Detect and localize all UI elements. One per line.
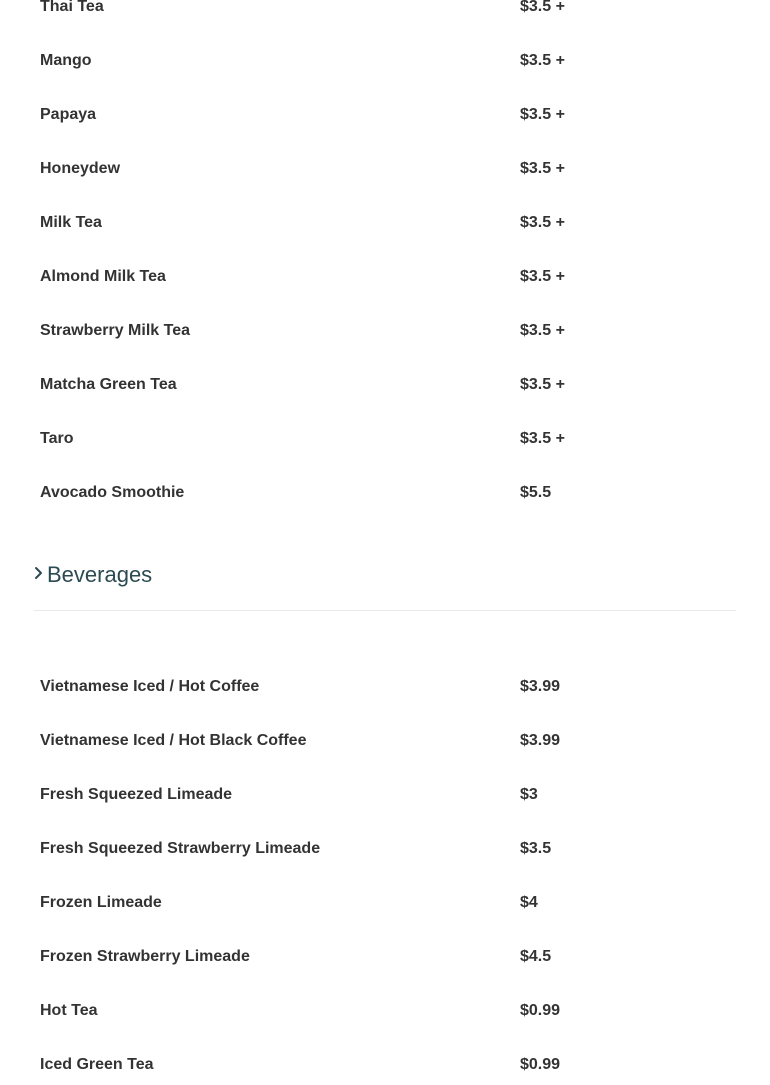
menu-item[interactable] xyxy=(40,1056,740,1085)
menu-item[interactable] xyxy=(40,376,740,430)
item-price: $3.5 + xyxy=(520,322,565,339)
item-name: Hot Tea xyxy=(40,1002,98,1019)
menu-item[interactable] xyxy=(40,948,740,1002)
menu-item[interactable] xyxy=(40,484,740,538)
beverages-section-header[interactable] xyxy=(34,556,736,611)
menu-item[interactable] xyxy=(40,430,740,484)
menu-item[interactable] xyxy=(40,786,740,840)
menu-item[interactable] xyxy=(40,268,740,322)
item-price: $3.99 xyxy=(520,678,561,695)
item-price: $5.5 xyxy=(520,484,552,501)
item-price: $3.5 + xyxy=(520,268,565,285)
item-name: Vietnamese Iced / Hot Black Coffee xyxy=(40,732,307,749)
menu-item[interactable] xyxy=(40,52,740,106)
item-price: $3.5 + xyxy=(520,52,565,69)
menu-item[interactable] xyxy=(40,894,740,948)
item-price: $3.5 + xyxy=(520,106,565,123)
item-name: Strawberry Milk Tea xyxy=(40,322,190,339)
menu-item[interactable] xyxy=(40,678,740,732)
item-name: Fresh Squeezed Strawberry Limeade xyxy=(40,840,321,857)
item-price: $3.5 + xyxy=(520,430,565,447)
item-name: Thai Tea xyxy=(40,0,104,15)
item-name: Iced Green Tea xyxy=(40,1056,154,1073)
item-price: $4.5 xyxy=(520,948,552,965)
menu-item[interactable] xyxy=(40,732,740,786)
item-price: $0.99 xyxy=(520,1056,561,1073)
smoothie-tea-list xyxy=(40,0,740,538)
menu-item[interactable] xyxy=(40,322,740,376)
section-title: Beverages xyxy=(47,562,153,587)
item-price: $3.5 + xyxy=(520,160,565,177)
item-price: $4 xyxy=(520,894,538,911)
item-name: Frozen Strawberry Limeade xyxy=(40,948,250,965)
item-name: Fresh Squeezed Limeade xyxy=(40,786,233,803)
menu-item[interactable] xyxy=(40,106,740,160)
menu-item[interactable] xyxy=(40,160,740,214)
chevron-right-icon xyxy=(34,563,44,583)
menu-item[interactable] xyxy=(40,214,740,268)
item-price: $3.5 + xyxy=(520,376,565,393)
item-name: Frozen Limeade xyxy=(40,894,162,911)
item-price: $3.5 + xyxy=(520,214,565,231)
item-name: Honeydew xyxy=(40,160,121,177)
beverages-list xyxy=(40,678,740,1085)
item-price: $0.99 xyxy=(520,1002,561,1019)
item-name: Matcha Green Tea xyxy=(40,376,177,393)
item-name: Taro xyxy=(40,430,74,447)
menu-item[interactable] xyxy=(40,1002,740,1056)
item-price: $3.99 xyxy=(520,732,561,749)
item-name: Vietnamese Iced / Hot Coffee xyxy=(40,678,260,695)
item-name: Mango xyxy=(40,52,92,69)
item-price: $3.5 + xyxy=(520,0,565,15)
item-name: Avocado Smoothie xyxy=(40,484,185,501)
item-name: Almond Milk Tea xyxy=(40,268,166,285)
item-price: $3.5 xyxy=(520,840,552,857)
menu-item[interactable] xyxy=(40,840,740,894)
menu-item[interactable] xyxy=(40,0,740,52)
item-name: Papaya xyxy=(40,106,97,123)
item-price: $3 xyxy=(520,786,538,803)
item-name: Milk Tea xyxy=(40,214,102,231)
